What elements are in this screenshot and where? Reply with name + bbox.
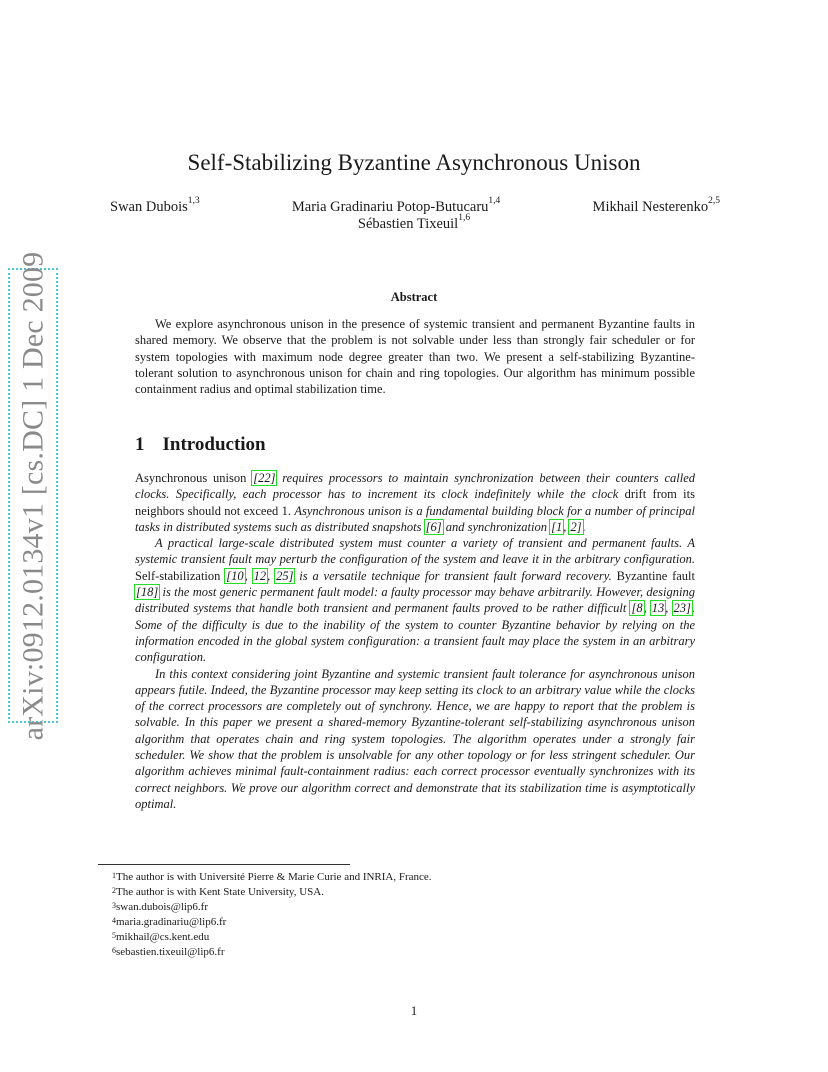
footnote: $^4$maria.gradinariu@lip6.fr (112, 916, 227, 929)
author: Maria Gradinariu Potop-Butucaru$^{1,4}$ (291, 196, 501, 215)
author-list (110, 196, 720, 216)
section-title: Introduction (162, 434, 266, 455)
citation-link[interactable]: 23] (673, 601, 691, 616)
citation-link[interactable]: 13 (651, 601, 665, 616)
footnote-mark: 6 (112, 946, 116, 956)
citation-link[interactable]: 25] (276, 568, 294, 583)
citation-link[interactable]: [18] (136, 585, 159, 600)
footnote-mark: 2 (112, 886, 116, 896)
author: Mikhail Nesterenko$^{2,5}$ (592, 196, 720, 215)
footnote: $^6$sebastien.tixeuil@lip6.fr (112, 946, 225, 959)
footnote: $^1$The author is with Université Pierre & Marie Curie and INRIA, France. (112, 871, 432, 883)
footnote-mark: 4 (112, 916, 116, 926)
author: Swan Dubois$^{1,3}$ (110, 196, 200, 215)
paragraph: In this context considering joint Byzantine and systemic transient fault tolerance for asynchronous unison appears futile. Indeed, the Byzantine processor may keep setting its clock to an arbitrary value while the clocks of the correct processors are completely out of synchrony. Hence, we are happy to report that the problem is solvable. In this paper we present a shared-memory Byzantine-tolerant self-stabilizing asynchronous unison algorithm that operates chain and ring system topologies. The algorithm operates under a strongly fair scheduler. We show that the problem is unsolvable for any other topology or for less stringent scheduler. Our algorithm achieves minimal fault-containment radius: each correct processor eventually synchronizes with its correct neighbors. We prove our algorithm correct and demonstrate that its stabilization time is asymptotically optimal. (135, 666, 695, 811)
section-number: 1 (135, 434, 145, 455)
citation-link[interactable]: [8 (631, 601, 643, 616)
arxiv-identifier-stamp[interactable] (8, 251, 58, 740)
citation-link[interactable]: [6] (425, 519, 442, 534)
author-affiliation: 1,4 (488, 196, 501, 206)
arxiv-identifier-text: arXiv:0912.0134v1 [cs.DC] 1 Dec 2009 (16, 251, 50, 740)
paragraph: A practical large-scale distributed system must counter a variety of transient and permanent faults. A systemic transient fault may perturb the configuration of the system and leave it in the arbitrary configuration. Self-stabilization [10, 12, 25] is a versatile technique for transient fault forward recovery. Byzantine fault [18] is the most generic permanent fault model: a faulty processor may behave arbitrarily. However, designing distributed systems that handle both transient and permanent faults proved to be rather difficult [8, 13, 23]. Some of the difficulty is due to the inability of the system to counter Byzantine behavior by relying on the information encoded in the global system configuration: a transient fault may place the system in an arbitrary configuration. (135, 536, 695, 665)
footnote-mark: 5 (112, 931, 116, 941)
footnote-mark: 1 (112, 871, 116, 880)
footnote: $^2$The author is with Kent State University, USA. (112, 886, 324, 899)
citation-link[interactable]: 12 (253, 568, 267, 583)
footnote-list (112, 870, 432, 961)
footnote: $^5$mikhail@cs.kent.edu (112, 931, 210, 944)
author-affiliation: 1,3 (187, 196, 200, 206)
footnote-divider (98, 864, 350, 865)
abstract-text: We explore asynchronous unison in the presence of systemic transient and permanent Byzantine faults in shared memory. We observe that the problem is not solvable under less than strongly fair scheduler or for system topologies with maximum node degree greater than two. We present a self-stabilizing Byzantine-tolerant solution to asynchronous unison for chain and ring topologies. Our algorithm has minimum possible containment radius and optimal stabilization time. (135, 317, 695, 397)
citation-link[interactable]: 2] (570, 519, 582, 534)
section-heading (135, 434, 266, 456)
page-number: 1 (410, 1003, 418, 1018)
introduction-body (135, 470, 695, 812)
author-affiliation: 1,6 (458, 213, 471, 223)
citation-link[interactable]: [10 (226, 568, 244, 583)
citation-link[interactable]: [1 (551, 519, 563, 534)
abstract-heading: Abstract (390, 290, 438, 304)
footnote-mark: 3 (112, 901, 116, 911)
author: Sébastien Tixeuil$^{1,6}$ (357, 213, 471, 232)
paper-title: Self-Stabilizing Byzantine Asynchronous Unison (187, 150, 641, 175)
footnote: $^3$swan.dubois@lip6.fr (112, 901, 209, 914)
citation-link[interactable]: [22] (253, 471, 276, 485)
paragraph: Asynchronous unison [22] requires processors to maintain synchronization between their counters called clocks. Specifically, each processor has to increment its clock indefinitely while the clock drift from its neighbors should not exceed 1. Asynchronous unison is a fundamental building block for a number of principal tasks in distributed systems such as distributed snapshots [6] and synchronization [1, 2]. (135, 471, 695, 534)
author-affiliation: 2,5 (708, 196, 720, 206)
